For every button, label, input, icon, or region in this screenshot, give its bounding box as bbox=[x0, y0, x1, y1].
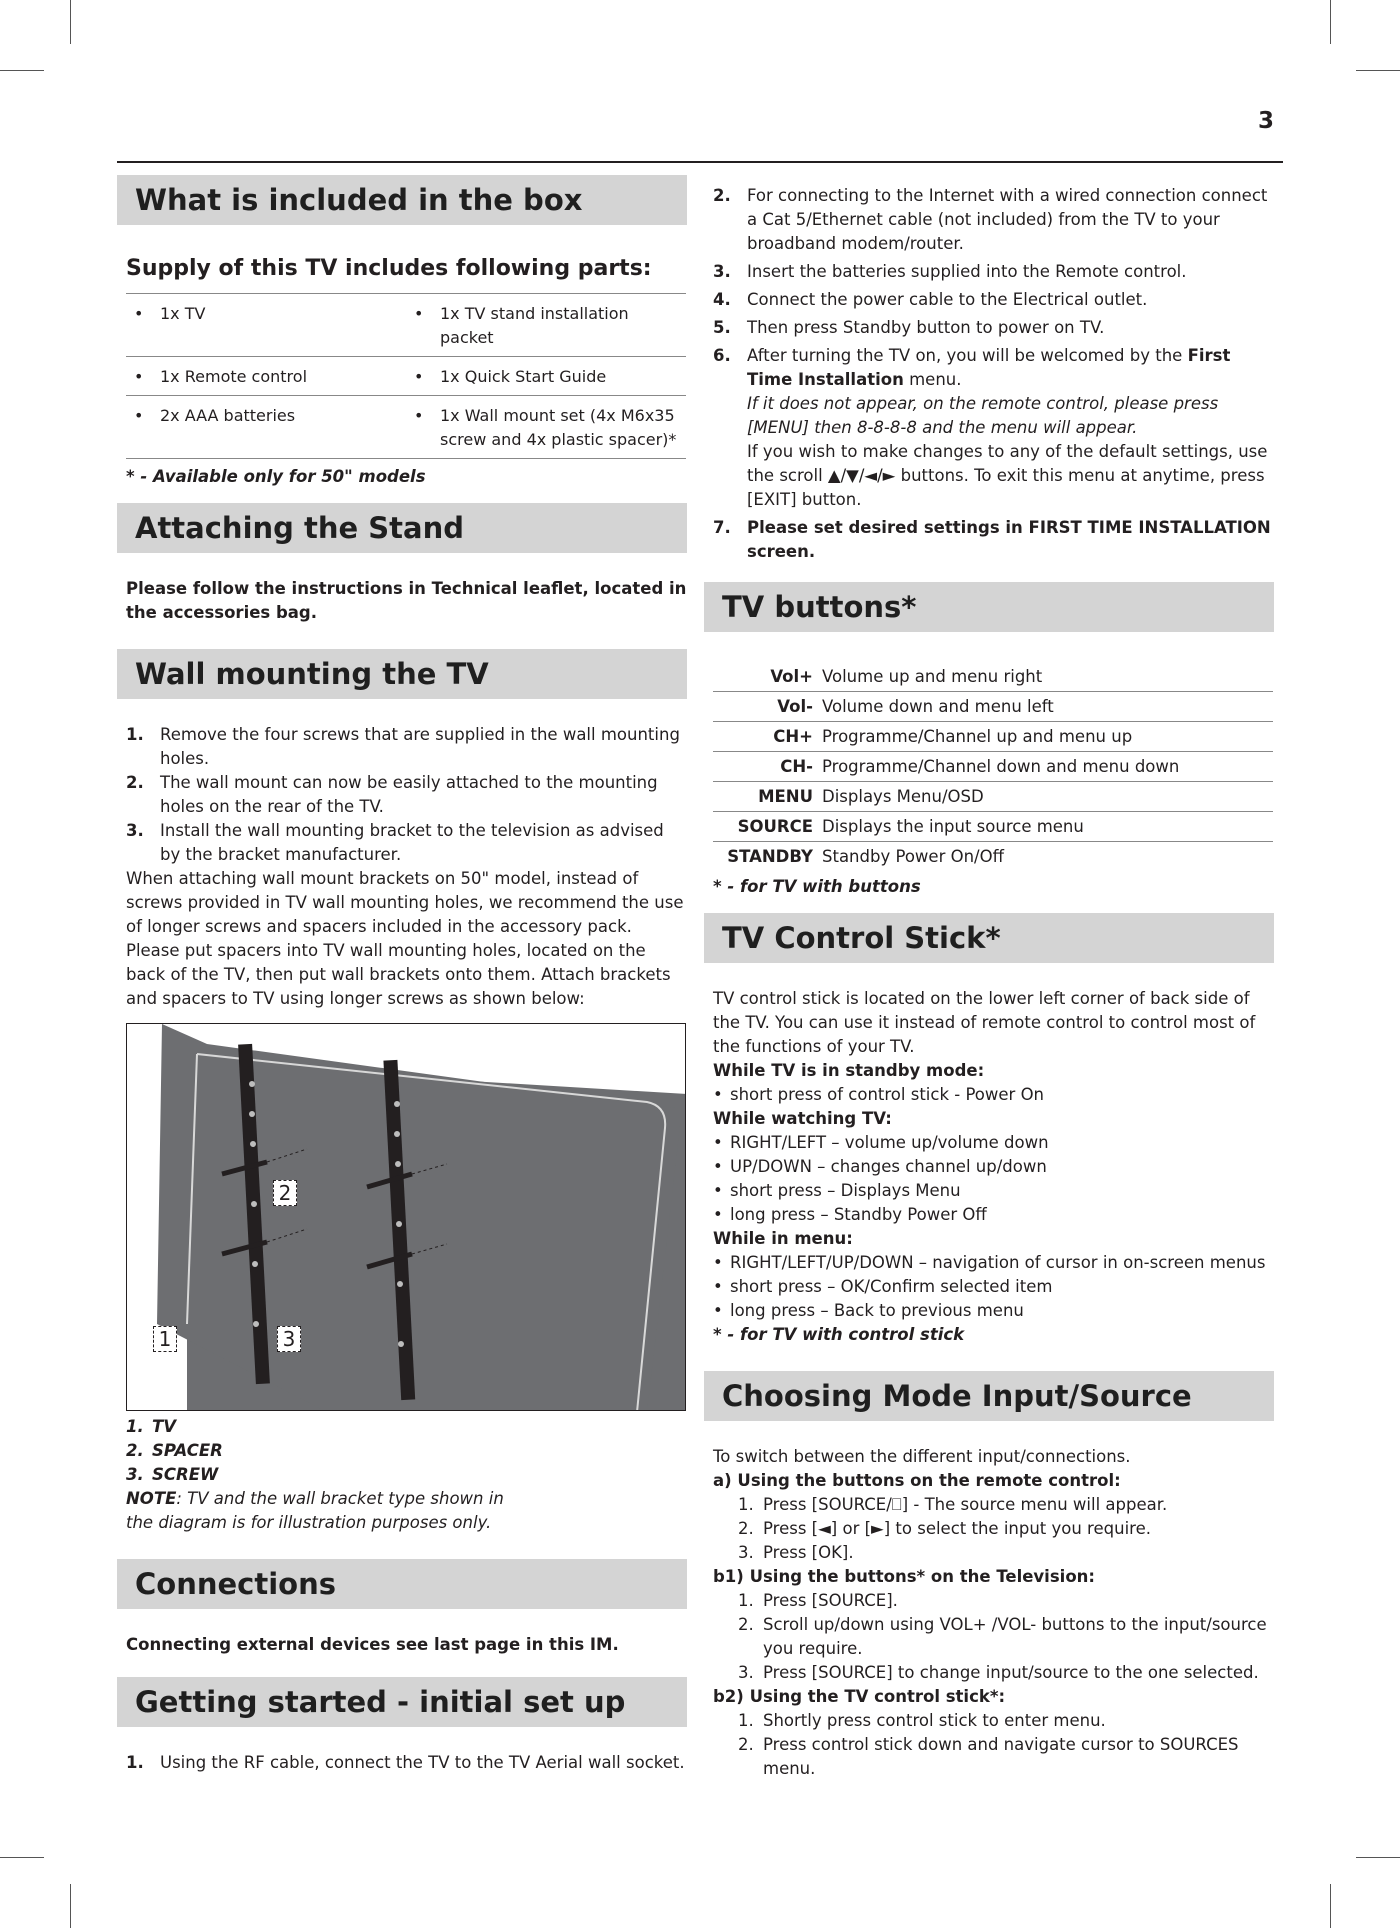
control-stick-note: * - for TV with control stick bbox=[713, 1325, 965, 1344]
wall-paragraph: When attaching wall mount brackets on 50" model, instead of screws provided in TV wall mounting holes, we recommend the use of longer screws and spacers included in the accessory pack. Please put spacers into TV wall mounting holes, located on the back of the TV, then put wall brackets onto them. Attach brackets and spacers to TV using longer screws as shown below: bbox=[126, 869, 684, 1008]
table-row: • 2x AAA batteries • 1x Wall mount set (4x M6x35 screw and 4x plastic spacer)* bbox=[126, 396, 686, 459]
list-item: • long press – Back to previous menu bbox=[713, 1299, 1274, 1323]
list-item: 1. Press [SOURCE]. bbox=[738, 1591, 898, 1610]
watching-label: While watching TV: bbox=[713, 1109, 892, 1128]
section-heading-getting-started: Getting started - initial set up bbox=[117, 1677, 687, 1727]
tv-buttons-table bbox=[713, 662, 1273, 871]
watching-list bbox=[704, 1131, 1274, 1227]
list-item: 1. Press [SOURCE/⎕] - The source menu will appear. bbox=[738, 1495, 1168, 1514]
table-row: • 1x TV • 1x TV stand installation packet bbox=[126, 294, 686, 357]
list-item: 2. Scroll up/down using VOL+ /VOL- buttons to the input/source you require. bbox=[738, 1615, 1267, 1658]
table-row: • 1x Remote control • 1x Quick Start Guide bbox=[126, 357, 686, 396]
part-item: 2x AAA batteries bbox=[160, 406, 296, 425]
callout-label: 2 bbox=[273, 1180, 297, 1206]
mode-intro: To switch between the different input/connections. bbox=[713, 1447, 1131, 1466]
stand-text: Please follow the instructions in Technical leaflet, located in the accessories bag. bbox=[126, 579, 687, 622]
menu-label: While in menu: bbox=[713, 1229, 853, 1248]
list-item: 1. Remove the four screws that are supplied in the wall mounting holes. bbox=[126, 725, 680, 768]
section-heading-tv-buttons: TV buttons* bbox=[704, 582, 1274, 632]
mode-b2-steps bbox=[704, 1709, 1274, 1781]
table-row: Vol- Volume down and menu left bbox=[713, 692, 1273, 722]
mode-b2-label: b2) Using the TV control stick*: bbox=[713, 1687, 1006, 1706]
mode-a-steps bbox=[704, 1493, 1274, 1565]
crop-mark bbox=[1330, 0, 1331, 44]
list-item: 2. The wall mount can now be easily attached to the mounting holes on the rear of the TV. bbox=[126, 773, 658, 816]
table-row: Vol+ Volume up and menu right bbox=[713, 662, 1273, 692]
left-column bbox=[117, 175, 687, 1775]
list-item: 4. Connect the power cable to the Electrical outlet. bbox=[713, 290, 1148, 309]
list-item: • UP/DOWN – changes channel up/down bbox=[713, 1155, 1274, 1179]
page-number: 3 bbox=[1257, 108, 1274, 134]
crop-mark bbox=[1356, 70, 1400, 71]
section-heading-connections: Connections bbox=[117, 1559, 687, 1609]
list-item: • RIGHT/LEFT/UP/DOWN – navigation of cursor in on-screen menus bbox=[713, 1251, 1274, 1275]
tv-buttons-note: * - for TV with buttons bbox=[713, 877, 921, 896]
right-column bbox=[704, 184, 1274, 1781]
part-item: 1x Remote control bbox=[160, 367, 308, 386]
wall-mount-diagram bbox=[126, 1023, 686, 1411]
list-item: 7. Please set desired settings in FIRST TIME INSTALLATION screen. bbox=[713, 518, 1271, 561]
section-heading-wall: Wall mounting the TV bbox=[117, 649, 687, 699]
list-item: 2. Press [◄] or [►] to select the input you require. bbox=[738, 1519, 1151, 1538]
list-item: 2. SPACER bbox=[126, 1441, 223, 1460]
mode-a-label: a) Using the buttons on the remote control: bbox=[713, 1471, 1121, 1490]
table-row: MENU Displays Menu/OSD bbox=[713, 782, 1273, 812]
crop-mark bbox=[1356, 1857, 1400, 1858]
list-item: 3. Insert the batteries supplied into the Remote control. bbox=[713, 262, 1187, 281]
list-item: 1. TV bbox=[126, 1417, 177, 1436]
parts-table bbox=[126, 293, 686, 459]
figure-legend bbox=[126, 1415, 687, 1487]
mode-b1-steps bbox=[704, 1589, 1274, 1685]
list-item: 1. Shortly press control stick to enter menu. bbox=[738, 1711, 1106, 1730]
section-heading-stand: Attaching the Stand bbox=[117, 503, 687, 553]
wall-steps bbox=[117, 723, 687, 867]
callout-label: 1 bbox=[153, 1326, 177, 1352]
crop-mark bbox=[70, 1884, 71, 1928]
table-row: SOURCE Displays the input source menu bbox=[713, 812, 1273, 842]
crop-mark bbox=[0, 1857, 44, 1858]
table-row: CH+ Programme/Channel up and menu up bbox=[713, 722, 1273, 752]
getting-started-steps bbox=[117, 1751, 687, 1775]
part-item: 1x TV stand installation packet bbox=[440, 304, 629, 347]
header-rule bbox=[117, 161, 1283, 163]
callout-label: 3 bbox=[277, 1326, 301, 1352]
list-item: 5. Then press Standby button to power on TV. bbox=[713, 318, 1105, 337]
section-heading-control-stick: TV Control Stick* bbox=[704, 913, 1274, 963]
table-row: CH- Programme/Channel down and menu down bbox=[713, 752, 1273, 782]
connections-text: Connecting external devices see last page in this IM. bbox=[126, 1635, 619, 1654]
part-item: 1x Quick Start Guide bbox=[440, 367, 607, 386]
list-item: 3. Install the wall mounting bracket to the television as advised by the bracket manufacturer. bbox=[126, 821, 664, 864]
list-item: 2. Press control stick down and navigate cursor to SOURCES menu. bbox=[738, 1735, 1239, 1778]
part-item: 1x TV bbox=[160, 304, 206, 323]
list-item: • short press – Displays Menu bbox=[713, 1179, 1274, 1203]
setup-steps bbox=[704, 184, 1274, 564]
list-item: 3. Press [OK]. bbox=[738, 1543, 854, 1562]
supply-subheading: Supply of this TV includes following parts: bbox=[126, 256, 652, 281]
crop-mark bbox=[70, 0, 71, 44]
list-item: • long press – Standby Power Off bbox=[713, 1203, 1274, 1227]
table-row: STANDBY Standby Power On/Off bbox=[727, 847, 1004, 866]
section-heading-box: What is included in the box bbox=[117, 175, 687, 225]
mode-b1-label: b1) Using the buttons* on the Television: bbox=[713, 1567, 1095, 1586]
list-item: 2. For connecting to the Internet with a wired connection connect a Cat 5/Ethernet cable (not included) from the TV to your broadband modem/router. bbox=[713, 186, 1268, 253]
standby-list bbox=[704, 1083, 1274, 1107]
tv-bracket-illustration bbox=[127, 1024, 686, 1411]
list-item: 1. Using the RF cable, connect the TV to the TV Aerial wall socket. bbox=[126, 1753, 685, 1772]
list-item: • short press – OK/Confirm selected item bbox=[713, 1275, 1274, 1299]
part-item: 1x Wall mount set (4x M6x35 screw and 4x plastic spacer)* bbox=[440, 406, 677, 449]
control-stick-intro: TV control stick is located on the lower left corner of back side of the TV. You can use it instead of remote control to control most of the functions of your TV. bbox=[713, 989, 1256, 1056]
section-heading-mode: Choosing Mode Input/Source bbox=[704, 1371, 1274, 1421]
availability-note: * - Available only for 50" models bbox=[126, 467, 426, 486]
menu-list bbox=[704, 1251, 1274, 1323]
list-item: 3. Press [SOURCE] to change input/source to the one selected. bbox=[738, 1663, 1259, 1682]
crop-mark bbox=[0, 70, 44, 71]
illustration-note: NOTE: TV and the wall bracket type shown in the diagram is for illustration purposes only. bbox=[126, 1489, 504, 1532]
crop-mark bbox=[1330, 1884, 1331, 1928]
list-item: 6. After turning the TV on, you will be welcomed by the First Time Installation menu. If it does not appear, on the remote control, please press [MENU] then 8-8-8-8 and the menu will appear. If you wish to make changes to any of the default settings, use the scroll ▲/▼/◄/► buttons. To exit this menu at anytime, press [EXIT] button. bbox=[713, 346, 1268, 509]
list-item: • short press of control stick - Power On bbox=[713, 1083, 1274, 1107]
list-item: 3. SCREW bbox=[126, 1465, 219, 1484]
list-item: • RIGHT/LEFT – volume up/volume down bbox=[713, 1131, 1274, 1155]
standby-label: While TV is in standby mode: bbox=[713, 1061, 985, 1080]
